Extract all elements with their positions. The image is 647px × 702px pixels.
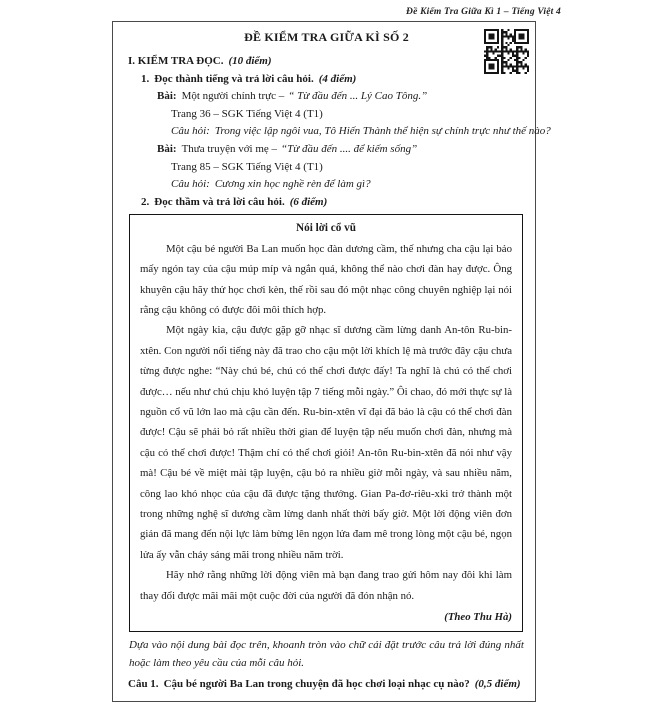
page-header: Đề Kiểm Tra Giữa Kì 1 – Tiếng Việt 4 [406, 7, 561, 17]
reading-aloud-number: 1. [141, 72, 150, 85]
lesson-1-question-line [171, 123, 551, 141]
lesson-2-title-line [157, 141, 525, 159]
reading-aloud-heading: Đọc thành tiếng và trả lời câu hỏi. [154, 72, 314, 85]
section-reading-heading-line [128, 53, 525, 71]
question-1-points: (0,5 điểm) [474, 678, 521, 691]
passage-attribution: (Theo Thu Hà) [444, 611, 512, 624]
silent-reading-points: (6 điểm) [289, 195, 328, 208]
question-1-label: Câu 1. [128, 678, 159, 691]
lesson-1-label: Bài: [157, 90, 177, 103]
reading-passage-box [129, 214, 523, 632]
passage-paragraph-2: Một ngày kia, cậu được gặp gỡ nhạc sĩ dương cầm lừng danh An-tôn Ru-bin-xtên. Con người nổi tiếng này đã trao cho cậu một lời khích lệ mà trước đây cậu chưa từng được nghe: “Này chú bé, chú có thể chơi được đấy! Ta nghĩ là chú có thể chơi được… nếu như chú chịu khó luyện tập 7 tiếng mỗi ngày.” Ôi chao, đó mới thực sự là nguồn cổ vũ lớn lao mà cậu cần đến. Ru-bin-xtên vĩ đại đã bảo là cậu có thể chơi đàn được! Cậu sẽ phải bỏ rất nhiều thời gian để luyện tập nếu muốn chơi đàn, nhưng mà cậu có thể chơi được! Thậm chí có thể chơi giỏi! An-tôn Ru-bin-xtên đã nói như vậy mà! Cậu bé về miệt mài tập luyện, cậu bỏ ra nhiều giờ mỗi ngày, và sau nhiều năm, công lao khó nhọc của cậu đã được tặng thưởng. Gian Pa-đơ-riêu-xki trở thành một trong những nghệ sĩ dương cầm lừng danh nhất thời bấy giờ. Một lời động viên đơn giản đã mang đến nội lực làm bừng lên ngọn lửa đam mê trong lòng một cậu bé, ngọn lửa ấy vẫn cháy sáng mãi trong nhiều năm trời. [140, 324, 512, 561]
lesson-1-excerpt: “ Từ đầu đến ... Lý Cao Tông.” [288, 90, 428, 103]
silent-reading-heading-line [141, 194, 525, 212]
silent-reading-heading: Đọc thầm và trả lời câu hỏi. [154, 195, 285, 208]
lesson-1-title-line [157, 88, 525, 106]
section-reading-points: (10 điểm) [228, 55, 272, 67]
silent-reading-number: 2. [141, 195, 150, 208]
question-1-text: Cậu bé người Ba Lan trong chuyện đã học chơi loại nhạc cụ nào? [163, 678, 470, 691]
reading-aloud-points: (4 điểm) [318, 72, 357, 85]
lesson-2-question-label: Câu hỏi: [171, 178, 210, 191]
lesson-1-title: Một người chính trực – [181, 90, 285, 103]
passage-paragraph-3: Hãy nhớ rằng những lời động viên mà bạn đang trao gửi hôm nay đôi khi làm thay đổi được mãi mãi một cuộc đời của người đã đón nhận nó. [140, 569, 512, 602]
lesson-1-source: Trang 36 – SGK Tiếng Việt 4 (T1) [171, 107, 323, 120]
qr-code-icon [484, 29, 529, 74]
reading-aloud-heading-line [141, 71, 525, 89]
exam-title: ĐỀ KIỂM TRA GIỮA KÌ SỐ 2 [244, 30, 409, 44]
exam-sheet [112, 21, 551, 702]
lesson-2-label: Bài: [157, 142, 177, 155]
passage-title: Nói lời cổ vũ [296, 222, 356, 235]
lesson-2-title: Thưa truyện với mẹ – [181, 142, 278, 155]
lesson-2-excerpt: “Từ đầu đến .... để kiếm sống” [281, 142, 418, 155]
lesson-2-question-line [171, 176, 525, 194]
lesson-2-source: Trang 85 – SGK Tiếng Việt 4 (T1) [171, 160, 323, 173]
passage-paragraph-1: Một cậu bé người Ba Lan muốn học đàn dương cầm, thế nhưng cha cậu lại bảo mấy ngón tay của cậu múp míp và ngắn quá, không thể nào chơi đàn hay được. Ông khuyên cậu hãy thử học chơi kèn, thế rồi sau đó một nhạc công chuyên nghiệp lại nói rằng cậu không có được đôi môi thích hợp. [140, 242, 512, 316]
lesson-1-question-label: Câu hỏi: [171, 125, 210, 138]
lesson-1-question: Trong việc lập ngôi vua, Tô Hiến Thành thể hiện sự chính trực như thế nào? [214, 125, 551, 138]
question-1-line [128, 675, 525, 693]
answer-instruction: Dựa vào nội dung bài đọc trên, khoanh tròn vào chữ cái đặt trước câu trả lời đúng nhất hoặc làm theo yêu cầu của mỗi câu hỏi. [129, 639, 524, 669]
section-reading-heading: I. KIỂM TRA ĐỌC. [128, 55, 224, 67]
lesson-2-question: Cương xin học nghề rèn để làm gì? [214, 178, 371, 191]
